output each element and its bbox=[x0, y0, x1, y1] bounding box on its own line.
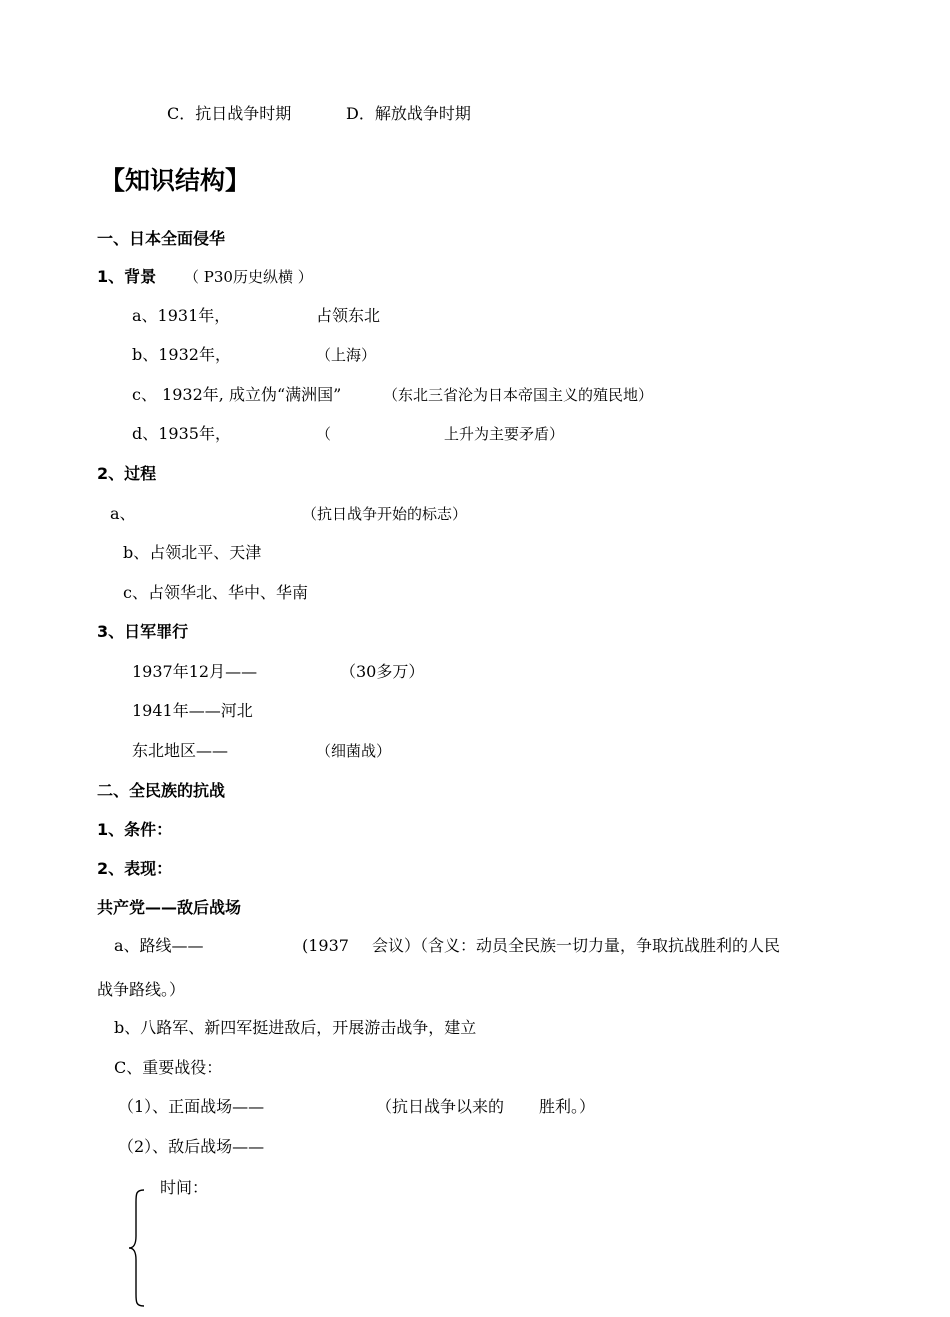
battle-1-note: （抗日战争以来的 bbox=[376, 1097, 505, 1116]
bg-item-b-note: （上海） bbox=[316, 346, 377, 364]
background-note: （ P30历史纵横 ） bbox=[184, 268, 313, 286]
bg-item-d-label: d、1935年， bbox=[132, 424, 231, 443]
bg-item-c-text: c、 1932年, 成立伪“满洲国” bbox=[132, 385, 342, 404]
crime-1-label: 1937年12月—— bbox=[132, 662, 258, 681]
item-b: b、八路军、新四军挺进敌后，开展游击战争，建立 bbox=[114, 1018, 477, 1037]
battle-1-label: （1）、正面战场—— bbox=[118, 1097, 265, 1116]
route-note: 会议）（含义：动员全民族一切力量，争取抗战胜利的人民 bbox=[372, 936, 781, 955]
process-item-a-label: a、 bbox=[110, 504, 136, 523]
bg-item-c-note: （东北三省沦为日本帝国主义的殖民地） bbox=[383, 386, 654, 404]
time-label: 时间： bbox=[160, 1178, 209, 1197]
bg-item-a-label: a、1931年， bbox=[132, 306, 231, 325]
crimes-title: 3、日军罪行 bbox=[97, 622, 189, 641]
crime-1-note: （30多万） bbox=[340, 662, 425, 681]
crime-3-note: （细菌战） bbox=[316, 742, 392, 760]
performance-title: 2、表现： bbox=[97, 859, 173, 878]
crime-3-label: 东北地区—— bbox=[132, 741, 229, 760]
bg-item-d-paren: （ bbox=[316, 425, 332, 443]
section-title: 【知识结构】 bbox=[100, 166, 251, 195]
route-year: (1937 bbox=[302, 936, 349, 955]
process-title: 2、过程 bbox=[97, 464, 157, 483]
choice-c: C．抗日战争时期 bbox=[167, 104, 292, 123]
crime-2: 1941年——河北 bbox=[132, 701, 253, 720]
bg-item-d-note: 上升为主要矛盾） bbox=[444, 425, 565, 443]
battle-2-label: （2）、敌后战场—— bbox=[118, 1137, 265, 1156]
cp-front-title: 共产党——敌后战场 bbox=[97, 898, 242, 917]
bg-item-b-label: b、1932年， bbox=[132, 345, 231, 364]
route-note-cont: 战争路线。） bbox=[97, 980, 186, 999]
item-c: C、重要战役： bbox=[114, 1058, 223, 1077]
part1-title: 一、日本全面侵华 bbox=[97, 229, 226, 248]
background-title: 1、背景 bbox=[97, 267, 157, 286]
process-item-b: b、占领北平、天津 bbox=[123, 543, 262, 562]
route-label: a、路线—— bbox=[114, 936, 204, 955]
conditions-title: 1、条件： bbox=[97, 820, 173, 839]
choice-d: D．解放战争时期 bbox=[346, 104, 471, 123]
bg-item-a-note: 占领东北 bbox=[316, 306, 381, 325]
process-item-a-note: （抗日战争开始的标志） bbox=[302, 505, 468, 523]
process-item-c: c、占领华北、华中、华南 bbox=[123, 583, 308, 602]
part2-title: 二、全民族的抗战 bbox=[97, 781, 226, 800]
battle-1-note2: 胜利。） bbox=[539, 1097, 596, 1116]
curly-brace-icon bbox=[126, 1188, 148, 1308]
